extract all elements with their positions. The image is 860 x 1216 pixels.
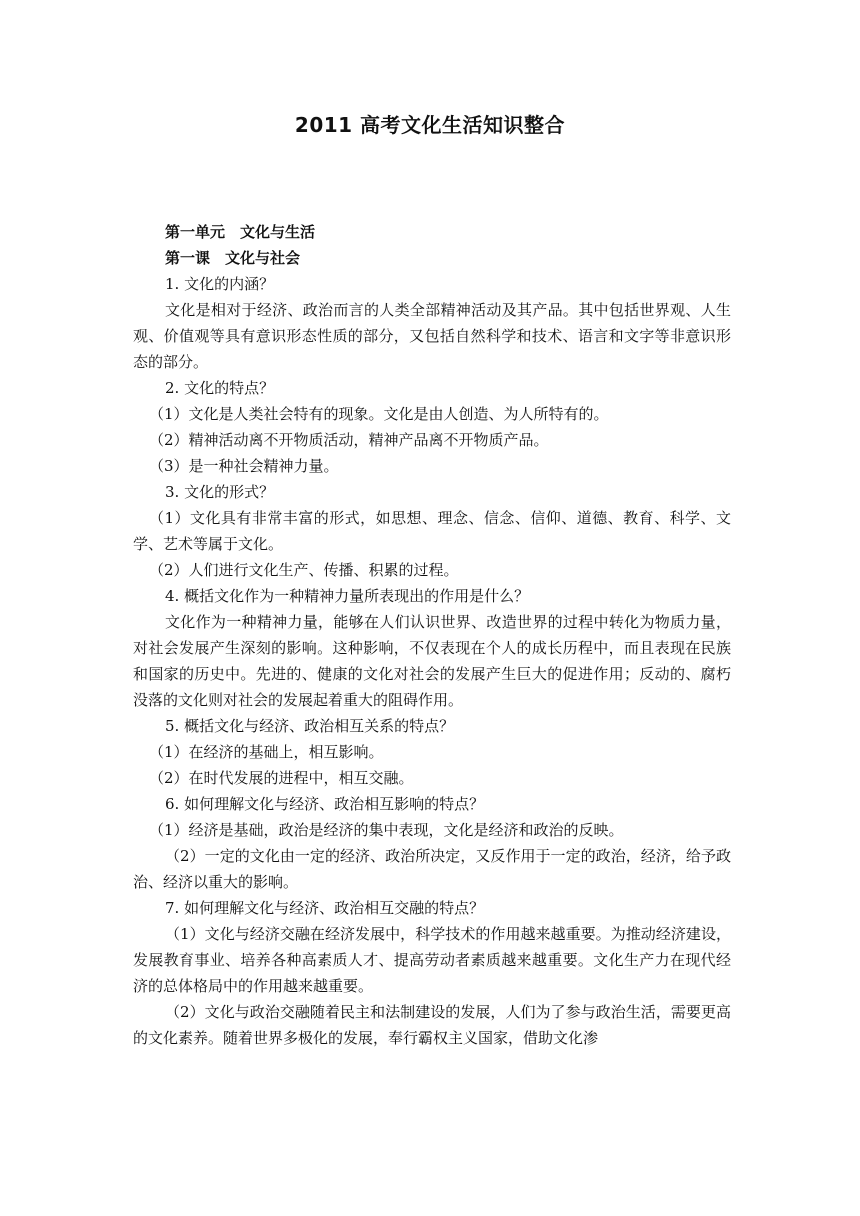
answer-3-point-1: （1）文化具有非常丰富的形式，如思想、理念、信念、信仰、道德、教育、科学、文学、艺术等属于文化。 [133, 509, 731, 553]
question-4: 4. 概括文化作为一种精神力量所表现出的作用是什么？ [165, 587, 530, 605]
lesson-heading: 第一课 文化与社会 [165, 249, 301, 267]
answer-7-point-1: （1）文化与经济交融在经济发展中，科学技术的作用越来越重要。为推动经济建设，发展教育事业、培养各种高素质人才、提高劳动者素质越来越重要。文化生产力在现代经济的总体格局中的作用越来越重要。 [133, 925, 731, 995]
unit-heading: 第一单元 文化与生活 [165, 223, 316, 241]
answer-1-paragraph: 文化是相对于经济、政治而言的人类全部精神活动及其产品。其中包括世界观、人生观、价值观等具有意识形态性质的部分，又包括自然科学和技术、语言和文字等非意识形态的部分。 [133, 301, 731, 371]
answer-2-point-3: （3）是一种社会精神力量。 [149, 457, 339, 475]
question-6: 6. 如何理解文化与经济、政治相互影响的特点？ [165, 795, 485, 813]
document-title: 2011 高考文化生活知识整合 [294, 113, 566, 137]
question-1: 1. 文化的内涵？ [165, 275, 275, 293]
question-2: 2. 文化的特点？ [165, 379, 275, 397]
answer-2-point-2: （2）精神活动离不开物质活动，精神产品离不开物质产品。 [149, 431, 549, 449]
answer-6-point-1: （1）经济是基础，政治是经济的集中表现，文化是经济和政治的反映。 [149, 821, 624, 839]
answer-6-point-2: （2）一定的文化由一定的经济、政治所决定，又反作用于一定的政治，经济，给予政治、经济以重大的影响。 [133, 847, 731, 891]
answer-2-point-1: （1）文化是人类社会特有的现象。文化是由人创造、为人所特有的。 [149, 405, 609, 423]
answer-5-point-1: （1）在经济的基础上，相互影响。 [149, 743, 384, 761]
answer-5-point-2: （2）在时代发展的进程中，相互交融。 [149, 769, 414, 787]
question-5: 5. 概括文化与经济、政治相互关系的特点？ [165, 717, 455, 735]
document-body [133, 219, 731, 1051]
question-7: 7. 如何理解文化与经济、政治相互交融的特点？ [165, 899, 485, 917]
answer-3-point-2: （2）人们进行文化生产、传播、积累的过程。 [149, 561, 459, 579]
question-3: 3. 文化的形式？ [165, 483, 275, 501]
answer-4-paragraph: 文化作为一种精神力量，能够在人们认识世界、改造世界的过程中转化为物质力量，对社会发展产生深刻的影响。这种影响，不仅表现在个人的成长历程中，而且表现在民族和国家的历史中。先进的、健康的文化对社会的发展产生巨大的促进作用；反动的、腐朽没落的文化则对社会的发展起着重大的阻碍作用。 [133, 613, 731, 709]
answer-7-point-2: （2）文化与政治交融随着民主和法制建设的发展，人们为了参与政治生活，需要更高的文化素养。随着世界多极化的发展，奉行霸权主义国家，借助文化渗 [133, 1003, 731, 1047]
